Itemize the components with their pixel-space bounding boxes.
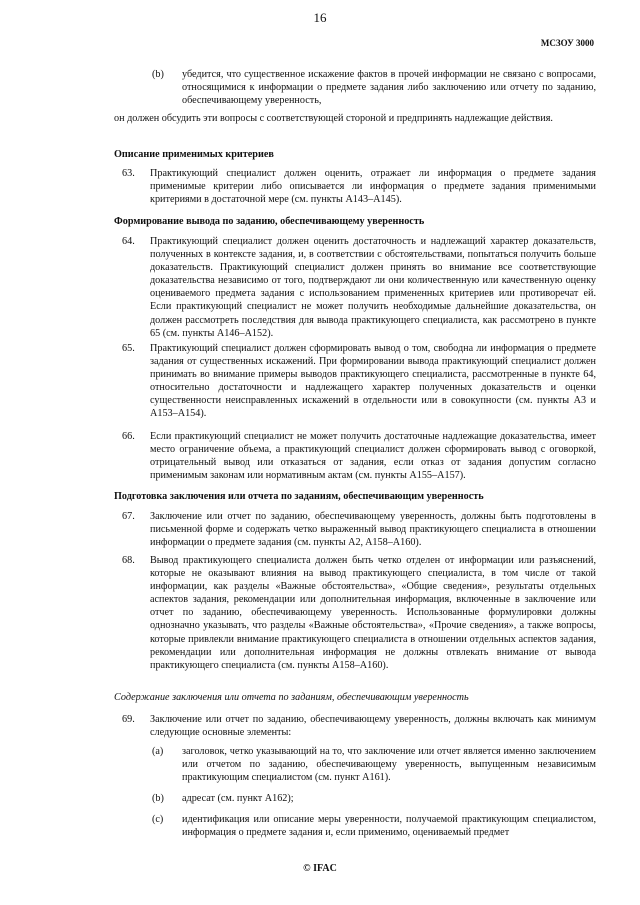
paragraph-66: [150, 430, 596, 482]
list-item-a: [182, 745, 596, 784]
section-heading: Формирование вывода по заданию, обеспечивающему уверенность: [114, 216, 425, 227]
paragraph-number: 67.: [122, 511, 135, 522]
footer-copyright: © IFAC: [303, 863, 337, 874]
paragraph-63: [150, 167, 596, 206]
paragraph-text: идентификация или описание меры уверенности, получаемой практикующим специалистом, информация о предмете задания и, если применимо, оцениваемый предмет: [182, 814, 596, 839]
paragraph-number: 65.: [122, 343, 135, 354]
paragraph-65: [150, 342, 596, 421]
paragraph-text: Заключение или отчет по заданию, обеспечивающему уверенность, должны включать как минимум следующие основные элементы:: [150, 714, 596, 739]
paragraph-64: [150, 235, 596, 340]
paragraph-text: адресат (см. пункт A162);: [182, 793, 294, 804]
list-label: (a): [152, 746, 164, 757]
subsection-heading: Содержание заключения или отчета по заданиям, обеспечивающим уверенность: [114, 692, 469, 703]
document-code: МСЗОУ 3000: [540, 38, 594, 48]
paragraph-text: Заключение или отчет по заданию, обеспечивающему уверенность, должны быть подготовлены в письменной форме и содержать четко выраженный вывод практикующего специалиста в отношении информации о предмете задания (см. пункты A2, A158–A160).: [150, 511, 596, 549]
closing-paragraph: [114, 112, 596, 125]
paragraph-68: [150, 554, 596, 672]
paragraph-69: [150, 713, 596, 739]
paragraph-text: убедится, что существенное искажение фактов в прочей информации не связано с вопросами, относящимися к информации о предмете задания либо заключению или отчету по заданию, обеспечивающему уверенность,: [182, 69, 596, 107]
section-heading: Подготовка заключения или отчета по заданиям, обеспечивающим уверенность: [114, 491, 484, 502]
list-label: (b): [152, 69, 164, 80]
paragraph-number: 69.: [122, 714, 135, 725]
paragraph-number: 66.: [122, 431, 135, 442]
section-heading: Описание применимых критериев: [114, 149, 274, 160]
paragraph-text: Практикующий специалист должен оценить достаточность и надлежащий характер доказательств, полученных в контексте задания, и, в соответствии с обстоятельствами, попытаться получить больше доказательств. Практикующий специалист должен принять во внимание все соответствующие доказательства независимо от того, подтверждают ли они количественную или качественную оценку оцениваемого предмета задания с использованием примененных критериев или противоречат ей. Если практикующий специалист не может получить необходимые дальнейшие доказательства, он должен рассмотреть последствия для вывода практикующего специалиста, как рассмотрено в пункте 65 (см. пункты A146–A152).: [150, 236, 596, 339]
paragraph-text: Практикующий специалист должен оценить, отражает ли информация о предмете задания применимые критерии либо описывается ли информация о предмете задания применимыми критериями в достаточной мере (см. пункты A143–A145).: [150, 168, 596, 206]
paragraph-text: заголовок, четко указывающий на то, что заключение или отчет является именно заключением или отчетом по заданию, обеспечивающему уверенность, выпущенным независимым практикующим специалистом (см. пункт A161).: [182, 746, 596, 784]
list-item-text: [182, 68, 596, 107]
list-item-c: [182, 813, 596, 839]
paragraph-text: Практикующий специалист должен сформировать вывод о том, свободна ли информация о предмете задания от существенных искажений. При формировании вывода практикующий специалист должен принимать во внимание примеры выводов практикующего специалиста, рассмотренные в пункте 64, относительно достаточности и надлежащего характер полученных доказательств и оценки существенности неисправленных искажений в отдельности или в совокупности (см. пункты A3 и A153–A154).: [150, 343, 596, 420]
page-number: 16: [313, 10, 327, 25]
paragraph-text: Вывод практикующего специалиста должен быть четко отделен от информации или разъяснений, которые не оказывают влияния на вывод практикующего специалиста, в том числе от такой информации, как разделы «Важные обстоятельства», «Общие сведения», результаты отдельных аспектов задания, рекомендации или дополнительная информация, включенные в заключение или отчет по заданию, обеспечивающему уверенность. Использованные формулировки должны однозначно указывать, что разделы «Важные обстоятельства», «Прочие сведения», а также вопросы, которые привлекли внимание практикующего специалиста в отношении отдельных аспектов задания, рекомендации или дополнительная информация не должны отвлекать внимание от вывода практикующего специалиста (см. пункты A158–A160).: [150, 555, 596, 671]
paragraph-text: Если практикующий специалист не может получить достаточные надлежащие доказательства, имеет место ограничение объема, а практикующий специалист должен сформировать вывод с оговоркой, отрицательный вывод или отказаться от задания, если отказ от задания допустим согласно применимым законам или нормативным актам (см. пункты A155–A157).: [150, 431, 596, 482]
paragraph-number: 68.: [122, 555, 135, 566]
list-item-b: [182, 792, 596, 805]
paragraph-67: [150, 510, 596, 549]
list-label: (c): [152, 814, 164, 825]
paragraph-number: 64.: [122, 236, 135, 247]
paragraph-number: 63.: [122, 168, 135, 179]
paragraph-text: он должен обсудить эти вопросы с соответствующей стороной и предпринять надлежащие действия.: [114, 113, 553, 124]
list-label: (b): [152, 793, 164, 804]
